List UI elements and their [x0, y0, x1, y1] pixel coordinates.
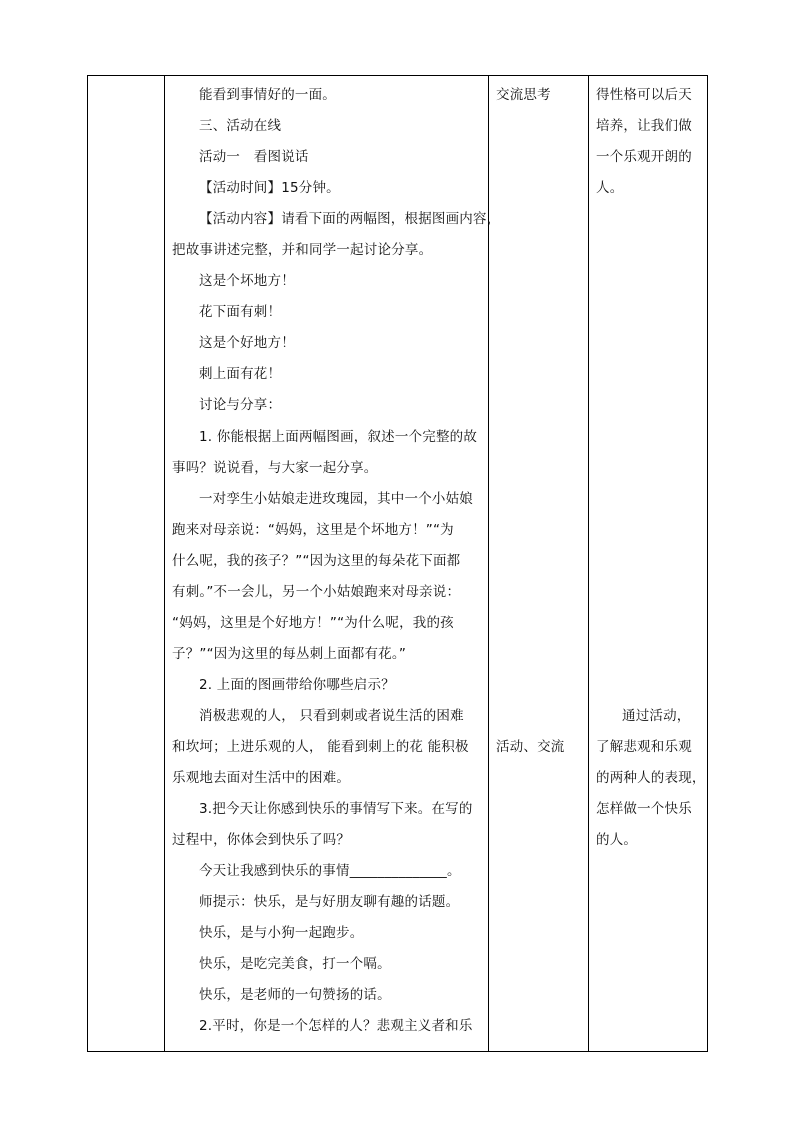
- design-intent-cell: [588, 76, 709, 1051]
- content-line: 有刺。”不一会儿，另一个小姑娘跑来对母亲说：: [172, 584, 461, 600]
- content-line: 能看到事情好的一面。: [199, 87, 336, 103]
- content-line: 花下面有刺！: [199, 304, 282, 320]
- intent-line: 的两种人的表现，: [596, 770, 706, 786]
- empty-stage-cell: [88, 76, 164, 1051]
- intent-line: 培养，让我们做: [596, 118, 692, 134]
- content-line: 事吗？说说看，与大家一起分享。: [172, 460, 378, 476]
- content-line: 子？”“因为这里的每丛刺上面都有花。”: [172, 646, 407, 662]
- intent-line: 的人。: [596, 832, 638, 848]
- lesson-plan-table: [87, 75, 708, 1052]
- content-line: 【活动内容】请看下面的两幅图，根据图画内容，: [199, 211, 501, 227]
- content-line: 把故事讲述完整，并和同学一起讨论分享。: [172, 242, 433, 258]
- teaching-content-cell: [164, 76, 501, 1051]
- content-line: 1. 你能根据上面两幅图画，叙述一个完整的故: [199, 429, 478, 445]
- content-line: 2.平时，你是一个怎样的人？悲观主义者和乐: [199, 1018, 473, 1034]
- intent-line: 得性格可以后天: [596, 87, 692, 103]
- content-line: 2. 上面的图画带给你哪些启示？: [199, 677, 395, 693]
- intent-line: 了解悲观和乐观: [596, 739, 692, 755]
- content-line: 今天让我感到快乐的事情______________。: [199, 863, 461, 879]
- student-activity-cell: [488, 76, 588, 1051]
- content-line: 讨论与分享：: [199, 397, 282, 413]
- content-line: 这是个好地方！: [199, 335, 295, 351]
- content-line: 消极悲观的人， 只看到刺或者说生活的困难: [199, 708, 464, 724]
- content-line: 过程中，你体会到快乐了吗？: [172, 832, 351, 848]
- content-line: 活动一 看图说话: [199, 149, 309, 165]
- content-line: 快乐，是与小狗一起跑步。: [199, 925, 364, 941]
- method-text: 活动、交流: [496, 739, 565, 755]
- content-line: 快乐，是吃完美食，打一个嗝。: [199, 956, 391, 972]
- content-line: 快乐，是老师的一句赞扬的话。: [199, 987, 391, 1003]
- content-line: 这是个坏地方！: [199, 273, 295, 289]
- intent-line: 怎样做一个快乐: [596, 801, 692, 817]
- content-line: 刺上面有花！: [199, 366, 282, 382]
- content-line: 乐观地去面对生活中的困难。: [172, 770, 351, 786]
- content-line: “妈妈，这里是个好地方！”“为什么呢，我的孩: [172, 615, 454, 631]
- method-text: 交流思考: [496, 87, 551, 103]
- content-line: 3.把今天让你感到快乐的事情写下来。在写的: [199, 801, 473, 817]
- content-line: 什么呢，我的孩子？”“因为这里的每朵花下面都: [172, 553, 461, 569]
- intent-line: 通过活动，: [622, 708, 691, 724]
- content-line: 和坎坷；上进乐观的人， 能看到刺上的花 能积极: [172, 739, 469, 755]
- intent-line: 一个乐观开朗的: [596, 149, 692, 165]
- content-line: 师提示：快乐，是与好朋友聊有趣的话题。: [199, 894, 460, 910]
- intent-line: 人。: [596, 180, 624, 196]
- content-line: 跑来对母亲说：“妈妈，这里是个坏地方！”“为: [172, 522, 454, 538]
- content-line: 三、活动在线: [199, 118, 282, 134]
- content-line: 【活动时间】15分钟。: [199, 180, 340, 196]
- content-line: 一对孪生小姑娘走进玫瑰园，其中一个小姑娘: [199, 491, 473, 507]
